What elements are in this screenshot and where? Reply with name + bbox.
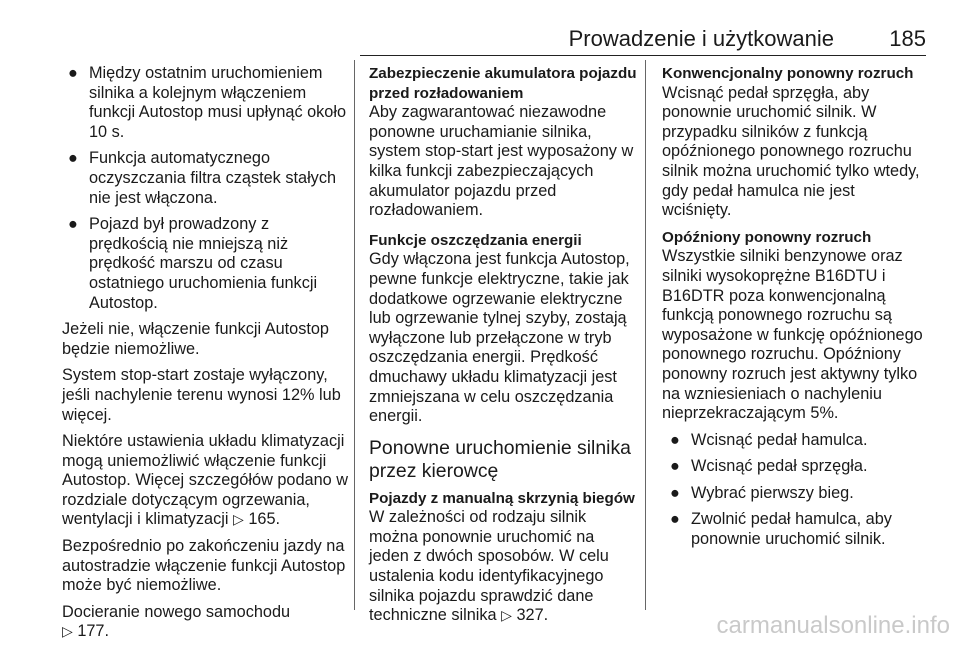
paragraph: W zależności od rodzaju silnik można ponownie uruchomić na jeden z dwóch sposobów. W celu ustalenia kodu identyfikacyjnego silnika pojazdu sprawdzić dane techniczne silnika ▷ 327. — [369, 508, 609, 625]
page-reference-arrow-icon: ▷ — [501, 607, 512, 624]
page-reference-link[interactable]: ▷ 327. — [501, 606, 549, 625]
column-divider — [645, 60, 646, 610]
column-right — [662, 64, 928, 557]
page-reference-arrow-icon: ▷ — [62, 623, 73, 640]
bullet-icon: ● — [670, 510, 680, 529]
column-middle — [369, 64, 637, 633]
paragraph: Jeżeli nie, włączenie funkcji Autostop będzie niemożliwe. — [62, 320, 329, 358]
page-number: 185 — [889, 26, 926, 51]
page-reference-arrow-icon: ▷ — [233, 511, 244, 528]
list-item: ● Wcisnąć pedał hamulca. — [670, 430, 868, 449]
paragraph: Docieranie nowego samochodu ▷ 177. — [62, 602, 291, 641]
page-reference-link[interactable]: ▷ 165. — [233, 510, 281, 529]
section-heading-conventional: Konwencjonalny ponowny rozruch — [662, 65, 914, 82]
section-heading-manual: Pojazdy z manualną skrzynią biegów — [369, 489, 635, 507]
paragraph: Gdy włączona jest funkcja Autostop, pewne funkcje elektryczne, takie jak dodatkowe ogrzewanie elektryczne lub ogrzewanie tylnej szyby, zostają wyłączone lub przełączone w tryb oszczędzania energii. Prędkość dmuchawy układu klimatyzacji jest zmniejszana w celu oszczędzania energii. — [369, 250, 630, 426]
paragraph: Wszystkie silniki benzynowe oraz silniki wysokoprężne B16DTU i B16DTR poza konwencjonalną funkcją ponownego rozruchu są wyposażone w funkcję opóźnionego ponownego rozruchu. Opóźniony ponowny rozruch jest aktywny tylko na wzniesieniach o nachyleniu nieprzekraczającym 5%. — [662, 247, 923, 423]
bullet-icon: ● — [670, 457, 680, 476]
page-header — [360, 22, 926, 56]
list-item: ● Funkcja automatycznego oczyszczania filtra cząstek stałych nie jest włączona. — [68, 149, 337, 207]
section-heading-battery: Zabezpieczenie akumulatora pojazdu przed rozładowaniem — [369, 65, 637, 102]
paragraph: Niektóre ustawienia układu klimatyzacji mogą uniemożliwić włączenie funkcji Autostop. Więcej szczegółów podano w rozdziale dotyczącym ogrzewania, wentylacji i klimatyzacji ▷ 165. — [62, 432, 348, 529]
bullet-icon: ● — [670, 430, 680, 449]
steps-list — [662, 431, 928, 550]
column-divider — [354, 60, 355, 610]
list-item: ● Wybrać pierwszy bieg. — [670, 483, 854, 502]
bullet-icon: ● — [68, 64, 78, 82]
bullet-icon: ● — [68, 149, 78, 168]
conditions-list — [62, 64, 348, 313]
paragraph: System stop-start zostaje wyłączony, jeśli nachylenie terenu wynosi 12% lub więcej. — [62, 366, 341, 424]
list-item: ● Między ostatnim uruchomieniem silnika a kolejnym włączeniem funkcji Autostop musi upłynąć około 10 s. — [68, 64, 347, 141]
bullet-icon: ● — [670, 483, 680, 502]
paragraph: Wcisnąć pedał sprzęgła, aby ponownie uruchomić silnik. W przypadku silników z funkcją opóźnionego ponownego rozruchu silnik można uruchomić tylko wtedy, gdy pedał hamulca nie jest wciśnięty. — [662, 83, 920, 220]
section-heading-restart: Ponowne uruchomienie silnika przez kierowcę — [369, 436, 631, 482]
watermark: carmanualsonline.info — [716, 612, 950, 639]
page-title: Prowadzenie i użytkowanie — [568, 26, 834, 51]
header-rule — [360, 55, 926, 56]
list-item: ● Wcisnąć pedał sprzęgła. — [670, 457, 868, 476]
list-item: ● Zwolnić pedał hamulca, aby ponownie uruchomić silnik. — [670, 510, 892, 549]
list-item: ● Pojazd był prowadzony z prędkością nie mniejszą niż prędkość marszu od czasu ostatniego uruchomienia funkcji Autostop. — [68, 215, 318, 312]
column-left — [62, 64, 348, 649]
section-heading-energy: Funkcje oszczędzania energii — [369, 231, 582, 249]
paragraph: Aby zagwarantować niezawodne ponowne uruchamianie silnika, system stop-start jest wyposażony w kilka funkcji zabezpieczających akumulator pojazdu przed rozładowaniem. — [369, 103, 634, 220]
page-reference-link[interactable]: ▷ 177. — [62, 622, 110, 641]
bullet-icon: ● — [68, 215, 78, 234]
paragraph: Bezpośrednio po zakończeniu jazdy na autostradzie włączenie funkcji Autostop może być niemożliwe. — [62, 537, 346, 595]
section-heading-delayed: Opóźniony ponowny rozruch — [662, 228, 872, 246]
